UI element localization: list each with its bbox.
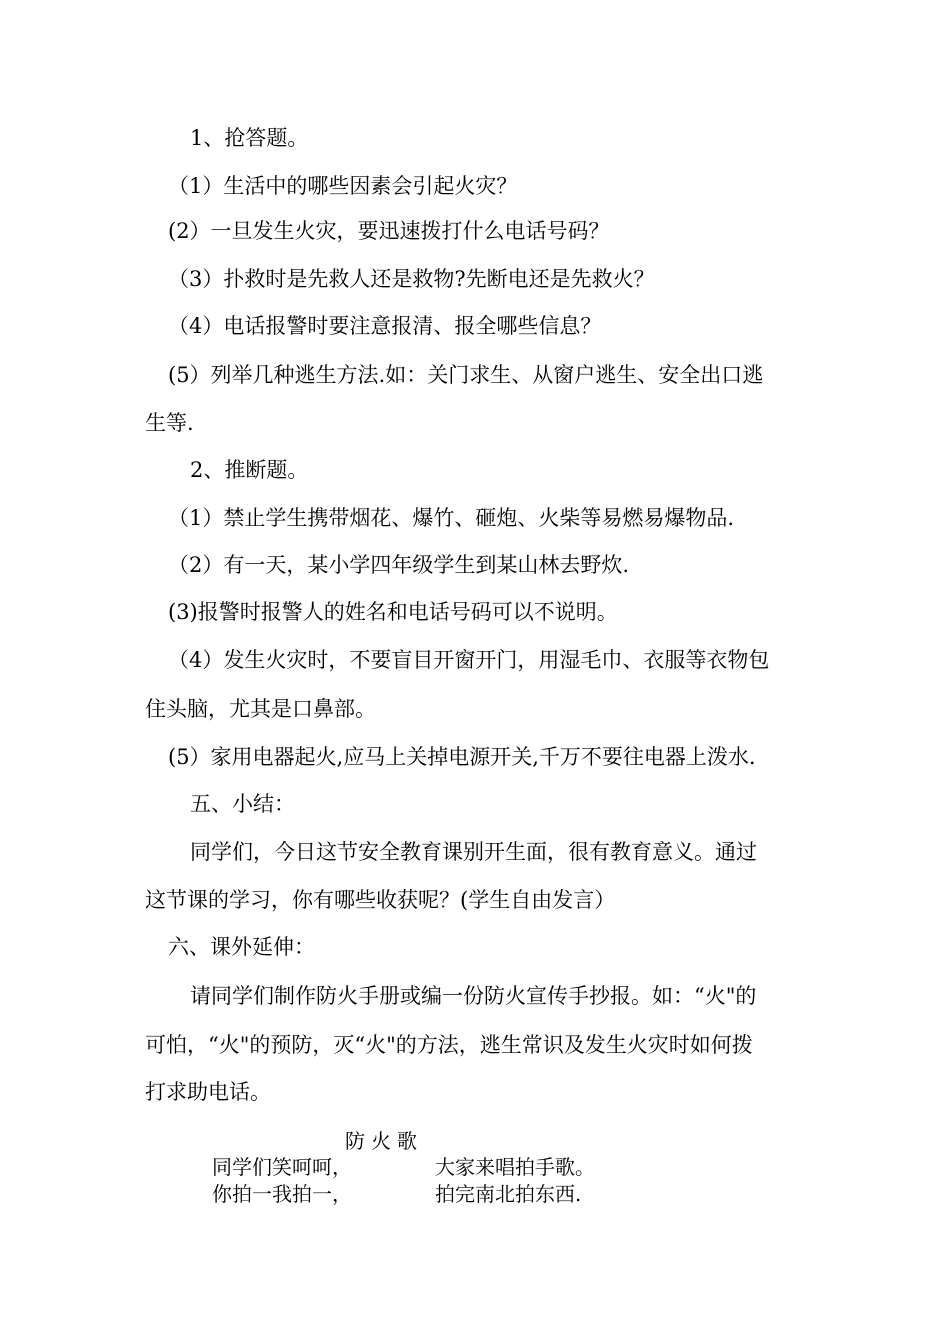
poem-row-2-right: 拍完南北拍东西. [435, 1182, 582, 1206]
poem-row-1-left: 同学们笑呵呵， [212, 1155, 352, 1179]
section-heading-quiz: 1、抢答题。 [190, 126, 309, 150]
judge-item-5: (5）家用电器起火,应马上关掉电源开关,千万不要往电器上泼水. [168, 745, 756, 769]
judge-item-4: （4）发生火灾时，不要盲目开窗开门，用湿毛巾、衣服等衣物包 [168, 648, 770, 672]
quiz-item-5-cont: 生等. [145, 411, 194, 435]
section-heading-judge: 2、推断题。 [190, 458, 309, 482]
quiz-item-5: (5）列举几种逃生方法.如：关门求生、从窗户逃生、安全出口逃 [168, 363, 764, 387]
extension-paragraph: 请同学们制作防火手册或编一份防火宣传手抄报。如：“火"的 [190, 984, 757, 1008]
quiz-item-1: （1）生活中的哪些因素会引起火灾？ [168, 174, 518, 198]
extension-paragraph-cont-1: 可怕，“火"的预防，灭“火"的方法，逃生常识及发生火灾时如何拨 [145, 1033, 753, 1057]
summary-paragraph: 同学们，今日这节安全教育课别开生面，很有教育意义。通过 [190, 840, 757, 864]
judge-item-3: (3)报警时报警人的姓名和电话号码可以不说明。 [168, 600, 618, 624]
quiz-item-2: (2）一旦发生火灾，要迅速拨打什么电话号码？ [168, 219, 610, 243]
section-heading-summary: 五、小结： [190, 792, 295, 816]
poem-row-1-right: 大家来唱拍手歌。 [435, 1155, 595, 1179]
quiz-item-3: （3）扑救时是先救人还是救物?先断电还是先救火？ [168, 267, 655, 291]
judge-item-2: （2）有一天，某小学四年级学生到某山林去野炊. [168, 553, 630, 577]
poem-title: 防火歌 [345, 1129, 423, 1153]
extension-paragraph-cont-2: 打求助电话。 [145, 1080, 271, 1104]
summary-paragraph-cont: 这节课的学习，你有哪些收获呢？(学生自由发言） [145, 888, 616, 912]
poem-row-2-left: 你拍一我拍一， [212, 1182, 352, 1206]
section-heading-extension: 六、课外延伸： [168, 935, 315, 959]
judge-item-4-cont: 住头脑，尤其是口鼻部。 [145, 697, 376, 721]
quiz-item-4: （4）电话报警时要注意报清、报全哪些信息？ [168, 314, 602, 338]
judge-item-1: （1）禁止学生携带烟花、爆竹、砸炮、火柴等易燃易爆物品. [168, 506, 735, 530]
